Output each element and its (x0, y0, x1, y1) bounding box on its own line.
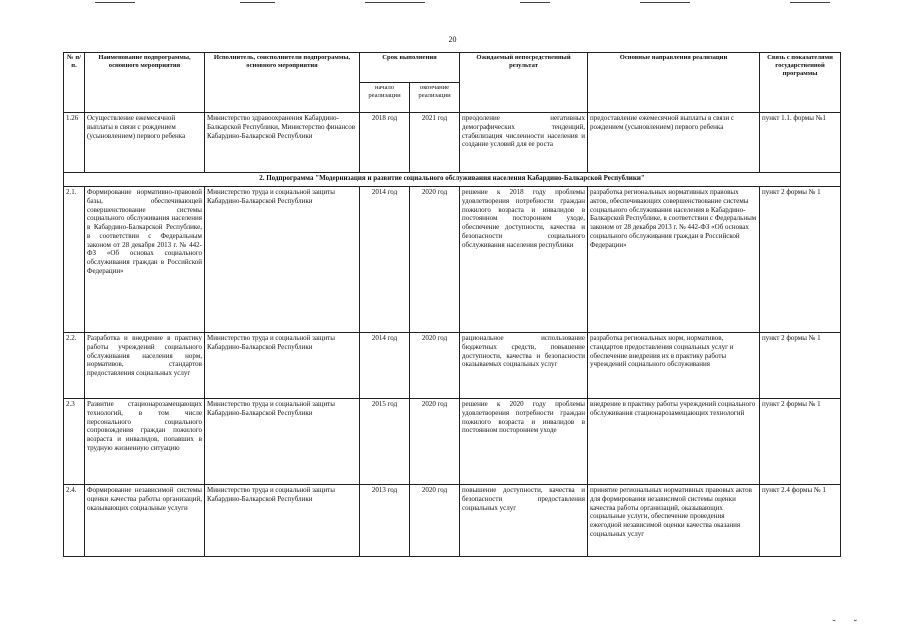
row-directions: разработка региональных нормативных правовых актов, обеспечивающих совершенствование системы социального обслуживания населения в Кабардино-Балкарской Республике, в соответствии с Федеральным законом от 28 декабря 2013 г. № 442-ФЗ «Об основах социального обслуживания граждан в Российской Федерации» (588, 187, 760, 333)
row-number: 2.1. (64, 187, 85, 333)
row-end: 2020 год (410, 399, 460, 485)
row-executor: Министерство труда и социальной защиты Кабардино-Балкарской Республики (205, 187, 360, 333)
row-result: решение к 2018 году проблемы удовлетворения потребности граждан пожилого возраста и инвалидов в постоянном постороннем уходе, обеспечение доступности, качества и безопасности социального обслуживания населения республики (460, 187, 588, 333)
row-end: 2020 год (410, 485, 460, 557)
header-result: Ожидаемый непосредственный результат (460, 53, 588, 113)
row-start: 2013 год (360, 485, 410, 557)
table-row (64, 399, 841, 485)
header-directions: Основные направления реализации (588, 53, 760, 113)
row-number: 1.26 (64, 113, 85, 173)
scan-corner-marks: ˘˘ (832, 619, 875, 630)
row-directions: разработка региональных норм, нормативов, стандартов предоставления социальных услуг и обеспечение внедрения их в практику работы учреждений социального обслуживания (588, 333, 760, 399)
header-term: Срок выполнения (360, 53, 460, 83)
row-directions: предоставление ежемесячной выплаты в связи с рождением (усыновлением) первого ребенка (588, 113, 760, 173)
row-name: Формирование независимой системы оценки качества работы организаций, оказывающих социальные услуги (85, 485, 205, 557)
row-executor: Министерство здравоохранения Кабардино-Балкарской Республики, Министерство финансов Кабардино-Балкарской Республики (205, 113, 360, 173)
row-name: Разработка и внедрение в практику работы учреждений социального обслуживания населения норм, нормативов, стандартов предоставления социальных услуг (85, 333, 205, 399)
row-number: 2.2. (64, 333, 85, 399)
row-link: пункт 2 формы № 1 (760, 399, 841, 485)
row-number: 2.4. (64, 485, 85, 557)
table-row (64, 113, 841, 173)
row-link: пункт 2 формы № 1 (760, 333, 841, 399)
section-row (64, 173, 841, 187)
row-name: Формирование нормативно-правовой базы, обеспечивающей совершенствование системы социального обслуживания населения в Кабардино-Балкарской Республике, в соответствии с Федеральным законом от 28 декабря 2013 г. № 442-ФЗ «Об основах социального обслуживания граждан в Российской Федерации» (85, 187, 205, 333)
row-start: 2015 год (360, 399, 410, 485)
row-link: пункт 2 формы № 1 (760, 187, 841, 333)
row-name: Осуществление ежемесячной выплаты в связи с рождением (усыновлением) первого ребенка (85, 113, 205, 173)
row-end: 2020 год (410, 187, 460, 333)
header-link: Связь с показателями государственной программы (760, 53, 841, 113)
row-name: Развитие стационарозамещающих технологий, в том числе персонального социального сопровождения граждан пожилого возраста и инвалидов, попавших в трудную жизненную ситуацию (85, 399, 205, 485)
row-directions: внедрение в практику работы учреждений социального обслуживания стационарозамещающих технологий (588, 399, 760, 485)
row-start: 2014 год (360, 187, 410, 333)
row-link: пункт 1.1. формы №1 (760, 113, 841, 173)
header-row (64, 53, 841, 83)
header-end: окончание реализации (410, 83, 460, 113)
header-start: начало реализации (360, 83, 410, 113)
row-end: 2020 год (410, 333, 460, 399)
header-name: Наименование подпрограммы, основного мероприятия (85, 53, 205, 113)
row-start: 2014 год (360, 333, 410, 399)
row-result: решение к 2020 году проблемы удовлетворения потребности граждан пожилого возраста и инвалидов в постоянном постороннем уходе (460, 399, 588, 485)
row-executor: Министерство труда и социальной защиты Кабардино-Балкарской Республики (205, 485, 360, 557)
row-result: рациональное использование бюджетных средств, повышение доступности, качества и безопасности оказываемых социальных услуг (460, 333, 588, 399)
table-row (64, 333, 841, 399)
row-executor: Министерство труда и социальной защиты Кабардино-Балкарской Республики (205, 333, 360, 399)
row-directions: принятие региональных нормативных правовых актов для формирования независимой системы оценки качества работы организаций, оказывающих социальные услуги, обеспечение проведения ежегодной независимой оценки качества оказания социальных услуг (588, 485, 760, 557)
row-number: 2.3 (64, 399, 85, 485)
row-result: преодоление негативных демографических тенденций, стабилизация численности населения и создание условий для ее роста (460, 113, 588, 173)
row-link: пункт 2.4 формы № 1 (760, 485, 841, 557)
header-num: № п/п. (64, 53, 85, 113)
section-title: 2. Подпрограмма "Модернизация и развитие социального обслуживания населения Кабардино-Балкарской Республики" (64, 173, 841, 187)
row-start: 2018 год (360, 113, 410, 173)
row-result: повышение доступности, качества и безопасности предоставления социальных услуг (460, 485, 588, 557)
table-row (64, 485, 841, 557)
page-number: 20 (448, 35, 457, 44)
table-row (64, 187, 841, 333)
top-edge-marks (0, 0, 905, 6)
header-executor: Исполнитель, соисполнители подпрограммы, основного мероприятия (205, 53, 360, 113)
row-executor: Министерство труда и социальной защиты Кабардино-Балкарской Республики (205, 399, 360, 485)
program-table (63, 52, 841, 557)
row-end: 2021 год (410, 113, 460, 173)
